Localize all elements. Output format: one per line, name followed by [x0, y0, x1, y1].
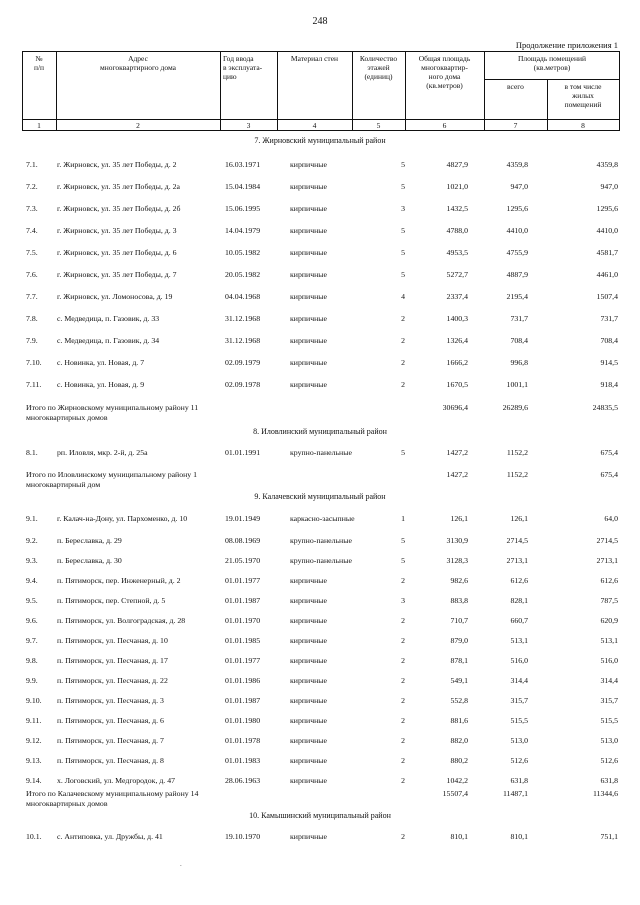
- row-material: кирпичные: [290, 736, 327, 745]
- row-number: 9.3.: [26, 556, 38, 565]
- row-area-living: 675,4: [600, 448, 618, 457]
- row-area-living: 918,4: [600, 380, 618, 389]
- row-year: 31.12.1968: [225, 336, 261, 345]
- row-area-living: 513,0: [600, 736, 618, 745]
- row-floors: 4: [401, 292, 405, 301]
- row-material: кирпичные: [290, 204, 327, 213]
- table-row: [0, 448, 640, 460]
- row-area-all: 314,4: [510, 676, 528, 685]
- row-floors: 3: [401, 596, 405, 605]
- table-row: [0, 596, 640, 608]
- row-area-all: 2714,5: [506, 536, 528, 545]
- row-total-area: 549,1: [450, 676, 468, 685]
- total-label: Итого по Калачевскому муниципальному району 14 многоквартирных домов: [26, 789, 199, 808]
- row-area-all: 996,8: [510, 358, 528, 367]
- row-floors: 2: [401, 716, 405, 725]
- section-total-row: [0, 403, 640, 427]
- row-area-living: 1295,6: [596, 204, 618, 213]
- row-year: 01.01.1986: [225, 676, 261, 685]
- row-number: 7.11.: [26, 380, 42, 389]
- section-title: 8. Иловлинский муниципальный район: [253, 427, 387, 436]
- row-address: п. Пятиморск, пер. Степной, д. 5: [57, 596, 166, 605]
- row-material: кирпичные: [290, 716, 327, 725]
- total-area-sum: 1427,2: [446, 470, 468, 479]
- row-address: с. Новинка, ул. Новая, д. 9: [57, 380, 145, 389]
- row-address: рп. Иловля, мкр. 2-й, д. 25а: [57, 448, 148, 457]
- row-number: 9.10.: [26, 696, 42, 705]
- row-number: 9.4.: [26, 576, 38, 585]
- row-area-all: 4410,0: [506, 226, 528, 235]
- row-material: кирпичные: [290, 696, 327, 705]
- row-year: 01.01.1987: [225, 696, 261, 705]
- row-area-all: 660,7: [510, 616, 528, 625]
- row-address: с. Антиповка, ул. Дружбы, д. 41: [57, 832, 163, 841]
- row-year: 19.10.1970: [225, 832, 261, 841]
- row-number: 9.13.: [26, 756, 42, 765]
- row-area-living: 4581,7: [596, 248, 618, 257]
- row-floors: 2: [401, 832, 405, 841]
- row-year: 01.01.1970: [225, 616, 261, 625]
- row-number: 7.4.: [26, 226, 38, 235]
- row-total-area: 881,6: [450, 716, 468, 725]
- row-area-all: 315,7: [510, 696, 528, 705]
- row-address: х. Логовский, ул. Медгородок, д. 47: [57, 776, 176, 785]
- row-floors: 2: [401, 756, 405, 765]
- row-year: 01.01.1978: [225, 736, 261, 745]
- total-all-sum: 26289,6: [502, 403, 528, 412]
- table-row: [0, 248, 640, 260]
- row-total-area: 883,8: [450, 596, 468, 605]
- row-total-area: 982,6: [450, 576, 468, 585]
- table-row: [0, 336, 640, 348]
- row-year: 15.04.1984: [225, 182, 261, 191]
- row-year: 15.06.1995: [225, 204, 261, 213]
- row-material: кирпичные: [290, 292, 327, 301]
- row-area-living: 708,4: [600, 336, 618, 345]
- table-row: [0, 292, 640, 304]
- row-material: кирпичные: [290, 314, 327, 323]
- row-year: 16.03.1971: [225, 160, 261, 169]
- row-address: с. Медведица, п. Газовик, д. 34: [57, 336, 160, 345]
- row-address: г. Жирновск, ул. 35 лет Победы, д. 2б: [57, 204, 181, 213]
- row-address: г. Калач-на-Дону, ул. Пархоменко, д. 10: [57, 514, 188, 523]
- row-number: 9.12.: [26, 736, 42, 745]
- row-address: г. Жирновск, ул. Ломоносова, д. 19: [57, 292, 173, 301]
- row-total-area: 880,2: [450, 756, 468, 765]
- row-year: 04.04.1968: [225, 292, 261, 301]
- row-total-area: 5272,7: [446, 270, 468, 279]
- row-year: 01.01.1983: [225, 756, 261, 765]
- row-floors: 2: [401, 696, 405, 705]
- row-area-living: 513,1: [600, 636, 618, 645]
- row-area-living: 515,5: [600, 716, 618, 725]
- row-number: 7.9.: [26, 336, 38, 345]
- row-number: 7.6.: [26, 270, 38, 279]
- row-floors: 2: [401, 656, 405, 665]
- table-row: [0, 556, 640, 568]
- section-title: 10. Камышинский муниципальный район: [249, 811, 391, 820]
- row-material: кирпичные: [290, 380, 327, 389]
- row-material: кирпичные: [290, 832, 327, 841]
- row-floors: 5: [401, 536, 405, 545]
- section-title: 7. Жирновский муниципальный район: [254, 136, 386, 145]
- row-floors: 2: [401, 776, 405, 785]
- row-total-area: 878,1: [450, 656, 468, 665]
- row-material: кирпичные: [290, 270, 327, 279]
- section-total-row: [0, 789, 640, 813]
- row-address: п. Береславка, д. 30: [57, 556, 122, 565]
- row-year: 01.01.1991: [225, 448, 261, 457]
- row-area-all: 512,6: [510, 756, 528, 765]
- table-row: [0, 182, 640, 194]
- row-material: кирпичные: [290, 756, 327, 765]
- col-number-2: 2: [136, 121, 140, 130]
- row-year: 10.05.1982: [225, 248, 261, 257]
- table-row: [0, 514, 640, 526]
- header-living: в том числе жилых помещений: [564, 82, 602, 109]
- header-floors: Количество этажей (единиц): [359, 54, 398, 81]
- row-total-area: 1021,0: [446, 182, 468, 191]
- row-material: кирпичные: [290, 576, 327, 585]
- row-area-all: 612,6: [510, 576, 528, 585]
- row-area-living: 2714,5: [596, 536, 618, 545]
- table-row: [0, 776, 640, 788]
- row-floors: 2: [401, 616, 405, 625]
- row-material: крупно-панельные: [290, 536, 352, 545]
- row-area-living: 2713,1: [596, 556, 618, 565]
- row-material: крупно-панельные: [290, 448, 352, 457]
- row-year: 01.01.1977: [225, 576, 261, 585]
- row-address: п. Береславка, д. 29: [57, 536, 122, 545]
- col-number-8: 8: [581, 121, 585, 130]
- col-number-1: 1: [37, 121, 41, 130]
- row-area-all: 810,1: [510, 832, 528, 841]
- row-floors: 2: [401, 736, 405, 745]
- table-row: [0, 226, 640, 238]
- row-area-all: 515,5: [510, 716, 528, 725]
- row-material: кирпичные: [290, 776, 327, 785]
- row-floors: 2: [401, 358, 405, 367]
- row-area-living: 914,5: [600, 358, 618, 367]
- footer-mark: .: [180, 860, 182, 868]
- row-area-all: 631,8: [510, 776, 528, 785]
- page-number: 248: [312, 16, 328, 27]
- row-year: 19.01.1949: [225, 514, 261, 523]
- table-row: [0, 380, 640, 392]
- row-number: 7.2.: [26, 182, 38, 191]
- row-address: п. Пятиморск, ул. Песчаная, д. 22: [57, 676, 168, 685]
- row-total-area: 810,1: [450, 832, 468, 841]
- row-number: 7.10.: [26, 358, 42, 367]
- row-area-all: 1001,1: [506, 380, 528, 389]
- row-number: 7.5.: [26, 248, 38, 257]
- row-area-living: 64,0: [604, 514, 618, 523]
- row-number: 7.8.: [26, 314, 38, 323]
- row-total-area: 552,8: [450, 696, 468, 705]
- row-year: 02.09.1978: [225, 380, 261, 389]
- row-total-area: 4953,5: [446, 248, 468, 257]
- row-area-living: 4461,0: [596, 270, 618, 279]
- row-area-all: 708,4: [510, 336, 528, 345]
- row-floors: 5: [401, 182, 405, 191]
- row-area-all: 4887,9: [506, 270, 528, 279]
- total-living-sum: 24835,5: [592, 403, 618, 412]
- row-address: г. Жирновск, ул. 35 лет Победы, д. 2а: [57, 182, 181, 191]
- table-row: [0, 832, 640, 844]
- row-number: 9.8.: [26, 656, 38, 665]
- row-total-area: 3130,9: [446, 536, 468, 545]
- row-floors: 2: [401, 576, 405, 585]
- row-address: п. Пятиморск, ул. Волгоградская, д. 28: [57, 616, 186, 625]
- row-total-area: 3128,3: [446, 556, 468, 565]
- total-living-sum: 11344,6: [592, 789, 618, 798]
- row-area-all: 4755,9: [506, 248, 528, 257]
- row-address: г. Жирновск, ул. 35 лет Победы, д. 6: [57, 248, 177, 257]
- row-area-all: 2713,1: [506, 556, 528, 565]
- row-floors: 1: [401, 514, 405, 523]
- row-material: кирпичные: [290, 636, 327, 645]
- row-material: каркасно-засыпные: [290, 514, 355, 523]
- row-material: кирпичные: [290, 358, 327, 367]
- row-area-living: 620,9: [600, 616, 618, 625]
- row-address: п. Пятиморск, ул. Песчаная, д. 10: [57, 636, 168, 645]
- row-total-area: 1326,4: [446, 336, 468, 345]
- header-num: № п/п: [33, 54, 45, 72]
- table-row: [0, 270, 640, 282]
- row-material: кирпичные: [290, 676, 327, 685]
- row-material: кирпичные: [290, 248, 327, 257]
- row-address: г. Жирновск, ул. 35 лет Победы, д. 2: [57, 160, 177, 169]
- row-area-living: 731,7: [600, 314, 618, 323]
- row-floors: 2: [401, 636, 405, 645]
- row-number: 9.1.: [26, 514, 38, 523]
- row-number: 7.1.: [26, 160, 38, 169]
- table-row: [0, 636, 640, 648]
- total-all-sum: 11487,1: [502, 789, 528, 798]
- table-row: [0, 676, 640, 688]
- row-area-all: 126,1: [510, 514, 528, 523]
- row-year: 01.01.1987: [225, 596, 261, 605]
- table-row: [0, 314, 640, 326]
- row-total-area: 1432,5: [446, 204, 468, 213]
- row-address: с. Новинка, ул. Новая, д. 7: [57, 358, 145, 367]
- total-label: Итого по Иловлинскому муниципальному району 1 многоквартирный дом: [26, 470, 198, 489]
- header-year: Год ввода в эксплуата- цию: [223, 54, 263, 81]
- row-number: 10.1.: [26, 832, 42, 841]
- section-total-row: [0, 470, 640, 494]
- row-address: п. Пятиморск, ул. Песчаная, д. 17: [57, 656, 168, 665]
- total-area-sum: 15507,4: [442, 789, 468, 798]
- row-address: п. Пятиморск, ул. Песчаная, д. 3: [57, 696, 164, 705]
- row-floors: 5: [401, 248, 405, 257]
- row-total-area: 879,0: [450, 636, 468, 645]
- row-number: 9.7.: [26, 636, 38, 645]
- row-area-living: 1507,4: [596, 292, 618, 301]
- row-total-area: 4827,9: [446, 160, 468, 169]
- header-total-area: Общая площадь многоквартир- ного дома (кв.метров): [418, 54, 471, 90]
- row-area-living: 516,0: [600, 656, 618, 665]
- table-row: [0, 358, 640, 370]
- header-address: Адрес многоквартирного дома: [100, 54, 176, 72]
- row-year: 01.01.1985: [225, 636, 261, 645]
- row-total-area: 1427,2: [446, 448, 468, 457]
- row-number: 9.2.: [26, 536, 38, 545]
- table-row: [0, 756, 640, 768]
- table-row: [0, 716, 640, 728]
- table-row: [0, 536, 640, 548]
- continuation-label: Продолжение приложения 1: [515, 40, 618, 50]
- table-row: [0, 616, 640, 628]
- row-total-area: 1400,3: [446, 314, 468, 323]
- header-all: всего: [507, 82, 524, 91]
- row-area-all: 1295,6: [506, 204, 528, 213]
- row-area-living: 315,7: [600, 696, 618, 705]
- row-area-all: 947,0: [510, 182, 528, 191]
- row-floors: 2: [401, 314, 405, 323]
- row-year: 28.06.1963: [225, 776, 261, 785]
- row-area-living: 787,5: [600, 596, 618, 605]
- row-number: 9.9.: [26, 676, 38, 685]
- table-row: [0, 696, 640, 708]
- row-area-living: 631,8: [600, 776, 618, 785]
- row-material: крупно-панельные: [290, 556, 352, 565]
- row-total-area: 1670,5: [446, 380, 468, 389]
- total-label: Итого по Жирновскому муниципальному району 11 многоквартирных домов: [26, 403, 199, 422]
- row-area-living: 4410,0: [596, 226, 618, 235]
- row-number: 9.6.: [26, 616, 38, 625]
- row-address: п. Пятиморск, пер. Инженерный, д. 2: [57, 576, 181, 585]
- row-area-all: 2195,4: [506, 292, 528, 301]
- header-rooms-area: Площадь помещений (кв.метров): [518, 54, 586, 72]
- row-total-area: 126,1: [450, 514, 468, 523]
- table-row: [0, 204, 640, 216]
- row-area-living: 947,0: [600, 182, 618, 191]
- row-floors: 2: [401, 336, 405, 345]
- row-year: 20.05.1982: [225, 270, 261, 279]
- header-material: Материал стен: [290, 54, 339, 63]
- row-area-living: 612,6: [600, 576, 618, 585]
- row-number: 9.5.: [26, 596, 38, 605]
- table-row: [0, 160, 640, 172]
- row-area-all: 513,0: [510, 736, 528, 745]
- row-year: 08.08.1969: [225, 536, 261, 545]
- row-material: кирпичные: [290, 226, 327, 235]
- row-floors: 5: [401, 556, 405, 565]
- row-number: 9.14.: [26, 776, 42, 785]
- row-number: 7.3.: [26, 204, 38, 213]
- col-number-7: 7: [513, 121, 518, 130]
- row-area-living: 314,4: [600, 676, 618, 685]
- row-address: п. Пятиморск, ул. Песчаная, д. 6: [57, 716, 164, 725]
- total-area-sum: 30696,4: [442, 403, 468, 412]
- row-area-all: 731,7: [510, 314, 528, 323]
- row-year: 31.12.1968: [225, 314, 261, 323]
- row-floors: 5: [401, 448, 405, 457]
- row-floors: 5: [401, 160, 405, 169]
- row-floors: 5: [401, 270, 405, 279]
- row-year: 14.04.1979: [225, 226, 261, 235]
- section-title: 9. Калачевский муниципальный район: [254, 492, 386, 501]
- row-material: кирпичные: [290, 656, 327, 665]
- row-address: г. Жирновск, ул. 35 лет Победы, д. 7: [57, 270, 177, 279]
- row-year: 01.01.1977: [225, 656, 261, 665]
- table-row: [0, 736, 640, 748]
- row-area-all: 4359,8: [506, 160, 528, 169]
- row-total-area: 2337,4: [446, 292, 468, 301]
- row-floors: 3: [401, 204, 405, 213]
- row-floors: 5: [401, 226, 405, 235]
- row-area-living: 512,6: [600, 756, 618, 765]
- row-year: 01.01.1980: [225, 716, 261, 725]
- row-total-area: 4788,0: [446, 226, 468, 235]
- row-area-all: 828,1: [510, 596, 528, 605]
- total-living-sum: 675,4: [600, 470, 618, 479]
- row-number: 7.7.: [26, 292, 38, 301]
- row-area-living: 4359,8: [596, 160, 618, 169]
- row-total-area: 1042,2: [446, 776, 468, 785]
- row-area-all: 513,1: [510, 636, 528, 645]
- row-floors: 2: [401, 380, 405, 389]
- row-floors: 2: [401, 676, 405, 685]
- col-number-5: 5: [376, 121, 381, 130]
- row-area-all: 1152,2: [506, 448, 528, 457]
- row-area-all: 516,0: [510, 656, 528, 665]
- row-total-area: 882,0: [450, 736, 468, 745]
- table-row: [0, 656, 640, 668]
- row-area-living: 751,1: [600, 832, 618, 841]
- row-address: п. Пятиморск, ул. Песчаная, д. 7: [57, 736, 164, 745]
- row-year: 02.09.1979: [225, 358, 261, 367]
- col-number-6: 6: [442, 121, 447, 130]
- row-address: п. Пятиморск, ул. Песчаная, д. 8: [57, 756, 164, 765]
- col-number-3: 3: [246, 121, 251, 130]
- row-material: кирпичные: [290, 616, 327, 625]
- row-material: кирпичные: [290, 182, 327, 191]
- col-number-4: 4: [312, 121, 317, 130]
- row-year: 21.05.1970: [225, 556, 261, 565]
- row-material: кирпичные: [290, 160, 327, 169]
- row-number: 9.11.: [26, 716, 42, 725]
- total-all-sum: 1152,2: [506, 470, 528, 479]
- row-material: кирпичные: [290, 336, 327, 345]
- table-header: [22, 51, 620, 131]
- row-total-area: 1666,2: [446, 358, 468, 367]
- row-address: г. Жирновск, ул. 35 лет Победы, д. 3: [57, 226, 177, 235]
- row-total-area: 710,7: [450, 616, 468, 625]
- table-row: [0, 576, 640, 588]
- row-address: с. Медведица, п. Газовик, д. 33: [57, 314, 160, 323]
- row-material: кирпичные: [290, 596, 327, 605]
- row-number: 8.1.: [26, 448, 38, 457]
